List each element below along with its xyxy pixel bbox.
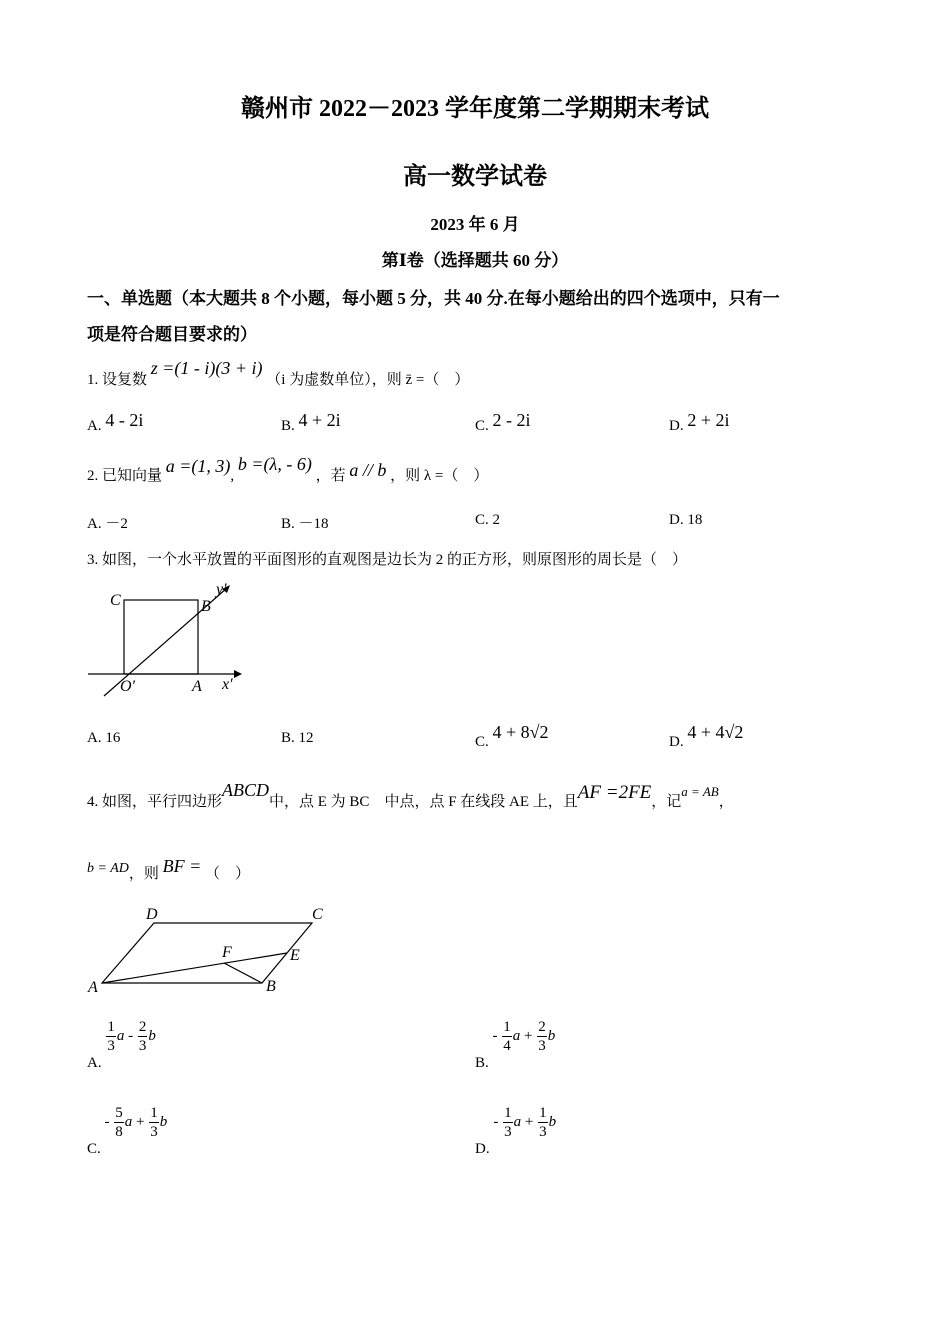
q4-figure — [84, 900, 334, 1000]
option-value: 18 — [687, 512, 703, 528]
fraction: $\frac{1}{3}$ — [504, 1105, 512, 1140]
label-c: C — [110, 592, 121, 609]
q1-prefix: 1. 设复数 — [87, 372, 148, 388]
vec-b: b — [548, 1113, 557, 1130]
option-label: D. — [475, 1140, 490, 1157]
option-label: C. — [87, 1140, 101, 1157]
q4-option-a[interactable]: A. $\frac{1}{3}$ a - $\frac{2}{3}$ b — [87, 1019, 156, 1071]
option-value: 2 - 2i — [492, 410, 531, 430]
label-d: D — [146, 906, 158, 923]
option-label: D. — [669, 418, 684, 434]
q4-af-relation: AF =2FE — [577, 782, 652, 803]
fraction: $\frac{5}{8}$ — [115, 1105, 123, 1140]
vec-b: b — [547, 1027, 556, 1044]
option-label: C. — [475, 418, 489, 434]
q2-condition: ，若 — [315, 468, 346, 484]
q4-text3: ，记 — [651, 794, 682, 810]
segment-ae — [102, 953, 287, 983]
q4-b-def: b = AD — [87, 861, 129, 876]
vec-a: a — [124, 1113, 133, 1130]
fraction: $\frac{1}{3}$ — [539, 1105, 547, 1140]
option-value: 4 + 2i — [298, 410, 341, 430]
label-o: O′ — [120, 678, 136, 695]
q3-option-c[interactable] — [475, 722, 549, 751]
q4-text4: ， — [718, 794, 734, 810]
q1-ask: z̄ =（ ） — [405, 372, 470, 388]
parallelogram — [102, 923, 312, 983]
fraction: $\frac{2}{3}$ — [538, 1019, 546, 1054]
q1-stem — [87, 358, 470, 389]
q1-note: （i 为虚数单位），则 — [266, 372, 402, 388]
q3-figure — [82, 576, 252, 701]
label-x: x′ — [222, 676, 233, 693]
vec-b: b — [148, 1027, 156, 1044]
option-label: B. — [281, 516, 295, 532]
q1-option-c[interactable] — [475, 410, 531, 435]
fraction: $\frac{1}{4}$ — [503, 1019, 511, 1054]
exam-date: 2023 年 6 月 — [430, 215, 520, 234]
q2-vector-a: a =(1, 3) — [165, 456, 231, 476]
q1-option-d[interactable] — [669, 410, 730, 435]
q2-ask: λ =（ ） — [423, 468, 489, 484]
x-axis-arrow-icon — [234, 670, 242, 678]
label-f: F — [222, 944, 232, 961]
fraction: $\frac{2}{3}$ — [138, 1019, 147, 1054]
label-a: A — [88, 979, 98, 996]
q2-option-c[interactable] — [475, 512, 500, 529]
option-label: C. — [475, 734, 489, 750]
option-value: 4 + 8√2 — [492, 722, 549, 742]
q4-stem-line1 — [87, 780, 734, 812]
option-value: 4 + 4√2 — [687, 722, 744, 742]
option-value: 2 — [492, 512, 501, 528]
q4-stem-line2 — [87, 856, 251, 883]
option-value: 12 — [298, 730, 314, 746]
q3-stem: 3. 如图，一个水平放置的平面图形的直观图是边长为 2 的正方形，则原图形的周长是（ ） — [87, 552, 688, 568]
exam-subtitle: 高一数学试卷 — [403, 164, 547, 190]
option-label: A. — [87, 418, 102, 434]
fraction: $\frac{1}{3}$ — [150, 1105, 158, 1140]
q2-stem: 2. 已知向量 a =(1, 3), b =(λ, - 6) ，若 a // b ，则 λ =（ ） — [87, 454, 489, 484]
q3-option-d[interactable] — [669, 722, 744, 751]
q4-text6: （ ） — [205, 866, 251, 882]
option-label: C. — [475, 512, 489, 528]
label-y: y′ — [216, 581, 227, 598]
q2-option-a[interactable] — [87, 512, 128, 533]
q1-option-b[interactable] — [281, 410, 341, 435]
q4-text2: 中，点 E 为 BC 中点，点 F 在线段 AE 上，且 — [269, 794, 578, 810]
section-heading-line2: 项是符合题目要求的） — [87, 325, 257, 344]
q2-ask-prefix: ，则 — [390, 468, 421, 484]
q4-a-def: a = AB — [681, 784, 719, 799]
option-label: A. — [87, 730, 102, 746]
label-a: A — [192, 678, 202, 695]
exam-title: 赣州市 2022－2023 学年度第二学期期末考试 — [241, 96, 709, 122]
q2-vector-b: b =(λ, - 6) — [237, 454, 312, 474]
part-heading: 第Ⅰ卷（选择题共 60 分） — [381, 251, 569, 270]
option-label: D. — [669, 734, 684, 750]
option-value: 16 — [105, 730, 121, 746]
q4-text5: ，则 — [128, 866, 159, 882]
q3-option-a[interactable] — [87, 730, 120, 747]
section-heading-line1: 一、单选题（本大题共 8 个小题，每小题 5 分，共 40 分.在每小题给出的四个选项中，只有一 — [87, 289, 780, 308]
vec-b: b — [159, 1113, 168, 1130]
label-e: E — [290, 947, 300, 964]
q4-option-b[interactable]: B. - $\frac{1}{4}$ a + $\frac{2}{3}$ b — [475, 1019, 556, 1071]
label-c: C — [312, 906, 323, 923]
fraction: $\frac{1}{3}$ — [107, 1019, 115, 1054]
option-label: B. — [281, 730, 295, 746]
q2-option-b[interactable] — [281, 512, 329, 533]
vec-a: a — [512, 1027, 521, 1044]
q4-text1: 4. 如图，平行四边形 — [87, 794, 223, 810]
q3-option-b[interactable] — [281, 730, 314, 747]
option-label: B. — [475, 1054, 489, 1071]
option-value: 2 + 2i — [687, 410, 730, 430]
q1-option-a[interactable] — [87, 410, 144, 435]
option-value: －18 — [298, 516, 329, 532]
option-value: －2 — [105, 516, 128, 532]
q2-prefix: 2. 已知向量 — [87, 468, 163, 484]
option-value: 4 - 2i — [105, 410, 144, 430]
label-b: B — [201, 598, 211, 615]
option-label: A. — [87, 516, 102, 532]
label-b: B — [266, 978, 276, 995]
option-label: B. — [281, 418, 295, 434]
q4-option-d[interactable]: D. - $\frac{1}{3}$ a + $\frac{1}{3}$ b — [475, 1105, 557, 1157]
q2-option-d[interactable] — [669, 512, 702, 529]
q4-abcd: ABCD — [222, 780, 270, 800]
square — [124, 600, 198, 674]
q1-formula: z =(1 - i)(3 + i) — [150, 358, 263, 378]
vec-a: a — [513, 1113, 522, 1130]
vec-a: a — [116, 1027, 125, 1044]
q2-parallel: a // b — [349, 460, 387, 480]
option-label: D. — [669, 512, 684, 528]
segment-bf — [224, 963, 262, 983]
q4-option-c[interactable]: C. - $\frac{5}{8}$ a + $\frac{1}{3}$ b — [87, 1105, 168, 1157]
q4-bf: BF = — [162, 856, 202, 876]
option-label: A. — [87, 1054, 102, 1071]
